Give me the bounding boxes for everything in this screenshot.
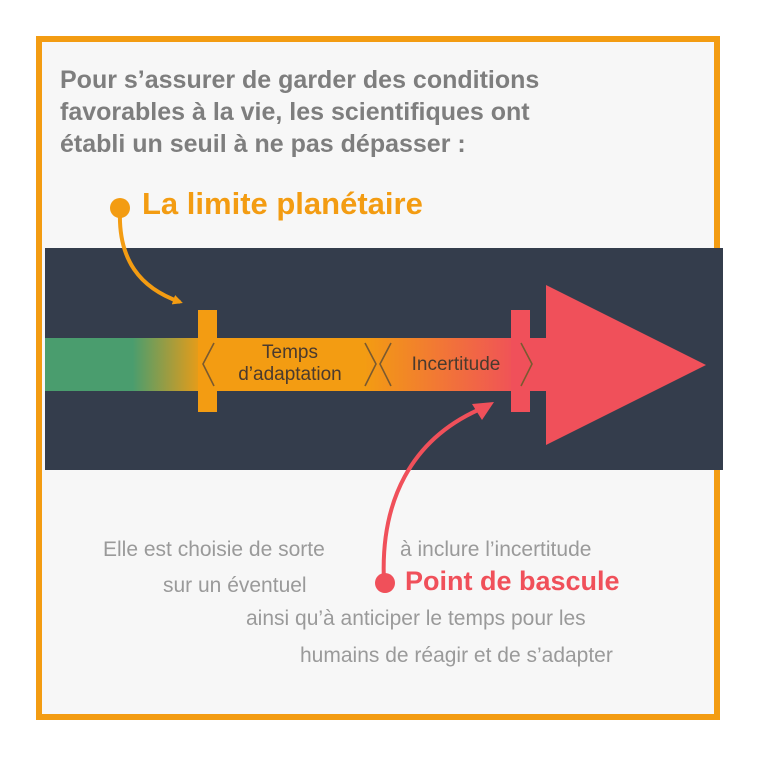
- uncertainty-label: Incertitude: [411, 354, 501, 375]
- explanation-line-1b: à inclure l’incertitude: [400, 538, 592, 561]
- planetary-limit-marker: [198, 310, 217, 412]
- planetary-limit-label: La limite planétaire: [142, 186, 423, 221]
- explanation-line-2: sur un éventuel: [163, 574, 307, 597]
- tipping-point-label: Point de bascule: [405, 566, 620, 596]
- arrow-head: [546, 285, 706, 445]
- explanation-line-1a: Elle est choisie de sorte: [103, 538, 325, 561]
- limit-pointer-arrow: [120, 210, 180, 302]
- intro-line: favorables à la vie, les scientifiques ont: [60, 98, 530, 126]
- intro-line: Pour s’assurer de garder des conditions: [60, 66, 540, 94]
- adaptation-label: Temps d’adaptation: [238, 342, 342, 385]
- tipping-point-dot: [375, 573, 395, 593]
- explanation-line-3: ainsi qu’à anticiper le temps pour les: [246, 607, 586, 630]
- explanation-line-4: humains de réagir et de s’adapter: [300, 644, 613, 667]
- intro-line: établi un seuil à ne pas dépasser :: [60, 130, 466, 158]
